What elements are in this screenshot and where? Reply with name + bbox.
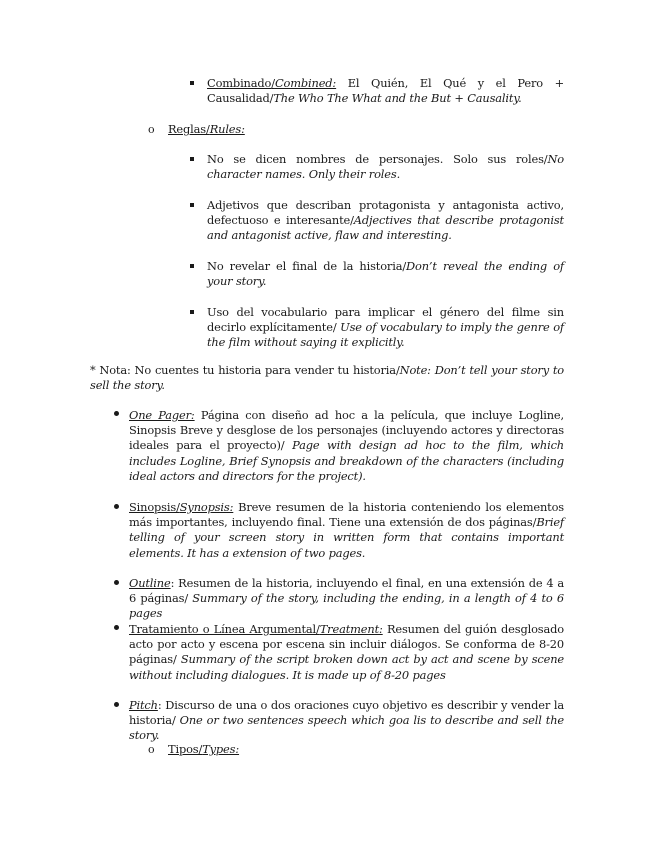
sinopsis-item <box>129 500 564 561</box>
nota-text-en: Note: Don’t tell your story to sell the story. <box>90 363 564 393</box>
round-bullet-icon <box>114 504 119 509</box>
tipos-heading <box>168 742 468 757</box>
regla-text-es: Uso del vocabulario para implicar el género del filme sin decirlo explícitamente/ <box>207 305 564 335</box>
square-bullet-icon <box>190 203 194 207</box>
one-pager-text-es: Página con diseño ad hoc a la película, que incluye Logline, Sinopsis Breve y desglose de los personajes (incluyendo actores y directoras ideales para el proyecto)/ <box>129 408 564 453</box>
reglas-heading: Reglas/Rules: <box>168 122 245 136</box>
outline-term: Outline <box>129 576 171 590</box>
regla-text-es: No se dicen nombres de personajes. Solo sus roles/ <box>207 152 548 166</box>
pitch-item <box>129 698 564 744</box>
pitch-text-en: One or two sentences speech which goa lis to describe and sell the story. <box>129 713 564 743</box>
regla-text-en: Use of vocabulary to imply the genre of the film without saying it explicitly. <box>207 320 564 350</box>
circle-bullet-icon: o <box>148 743 155 756</box>
outline-item <box>129 576 564 622</box>
square-bullet-icon <box>190 81 194 85</box>
tipos-label-en: Types: <box>202 742 240 756</box>
pitch-term: Pitch <box>129 698 158 712</box>
regla-item <box>207 198 564 244</box>
one-pager-term: One Pager: <box>129 408 195 422</box>
regla-text-en: No character names. Only their roles. <box>207 152 564 182</box>
regla-item <box>207 305 564 351</box>
sinopsis-term-es: Sinopsis/ <box>129 500 180 514</box>
square-bullet-icon <box>190 157 194 161</box>
reglas-label-en: Rules: <box>209 122 245 136</box>
regla-item <box>207 152 564 182</box>
combinado-label-es: Combinado <box>207 76 272 90</box>
combinado-item: Combinado/Combined: El Quién, El Qué y el Pero + Causalidad/The Who The What and the But + Causality. <box>207 76 564 106</box>
square-bullet-icon <box>190 264 194 268</box>
tratamiento-term-es: Tratamiento o Línea Argumental/ <box>129 622 320 636</box>
combinado-text-en: The Who The What and the But + Causality. <box>273 91 522 106</box>
nota-paragraph <box>90 363 564 393</box>
sinopsis-term-en: Synopsis: <box>179 500 234 514</box>
sinopsis-text-es: Breve resumen de la historia conteniendo los elementos más importantes, incluyendo final. Tiene una extensión de dos páginas/ <box>129 500 564 530</box>
outline-text-en: Summary of the story, including the ending, in a length of 4 to 6 pages <box>129 591 564 621</box>
round-bullet-icon <box>114 625 119 630</box>
tipos-label-es: Tipos/ <box>168 742 203 756</box>
regla-text-es: No revelar el final de la historia/ <box>207 259 407 273</box>
one-pager-item <box>129 408 564 484</box>
reglas-label-es: Reglas <box>168 122 206 136</box>
combinado-text-es: El Quién, El Qué y el Pero + Causalidad/ <box>207 76 564 106</box>
tratamiento-term-en: Treatment: <box>319 622 383 636</box>
pitch-text-es: : Discurso de una o dos oraciones cuyo objetivo es describir y vender la historia/ <box>129 698 564 728</box>
outline-text-es: : Resumen de la historia, incluyendo el final, en una extensión de 4 a 6 páginas/ <box>129 576 564 606</box>
circle-bullet-icon: o <box>148 123 155 136</box>
round-bullet-icon <box>114 702 119 707</box>
regla-text-en: Don’t reveal the ending of your story. <box>207 259 564 289</box>
round-bullet-icon <box>114 411 119 416</box>
round-bullet-icon <box>114 580 119 585</box>
tratamiento-text-en: Summary of the script broken down act by act and scene by scene without including dialogues. It is made up of 8-20 pages <box>129 652 564 682</box>
tratamiento-item <box>129 622 564 683</box>
tratamiento-text-es: Resumen del guión desglosado acto por acto y escena por escena sin incluir diálogos. Se conforma de 8-20 páginas/ <box>129 622 564 667</box>
regla-text-es: Adjetivos que describan protagonista y antagonista activo, defectuoso e interesante/ <box>207 198 564 228</box>
combinado-label-en: Combined: <box>274 76 337 90</box>
sinopsis-text-en: Brief telling of your screen story in written form that contains important elements. It has a extension of two pages. <box>129 515 564 560</box>
square-bullet-icon <box>190 310 194 314</box>
nota-text-es: * Nota: No cuentes tu historia para vender tu historia/ <box>90 363 400 377</box>
one-pager-text-en: Page with design ad hoc to the film, which includes Logline, Brief Synopsis and breakdown of the characters (including ideal actors and directors for the project). <box>129 438 564 483</box>
regla-text-en: Adjectives that describe protagonist and antagonist active, flaw and interesting. <box>207 213 564 243</box>
regla-item <box>207 259 564 289</box>
